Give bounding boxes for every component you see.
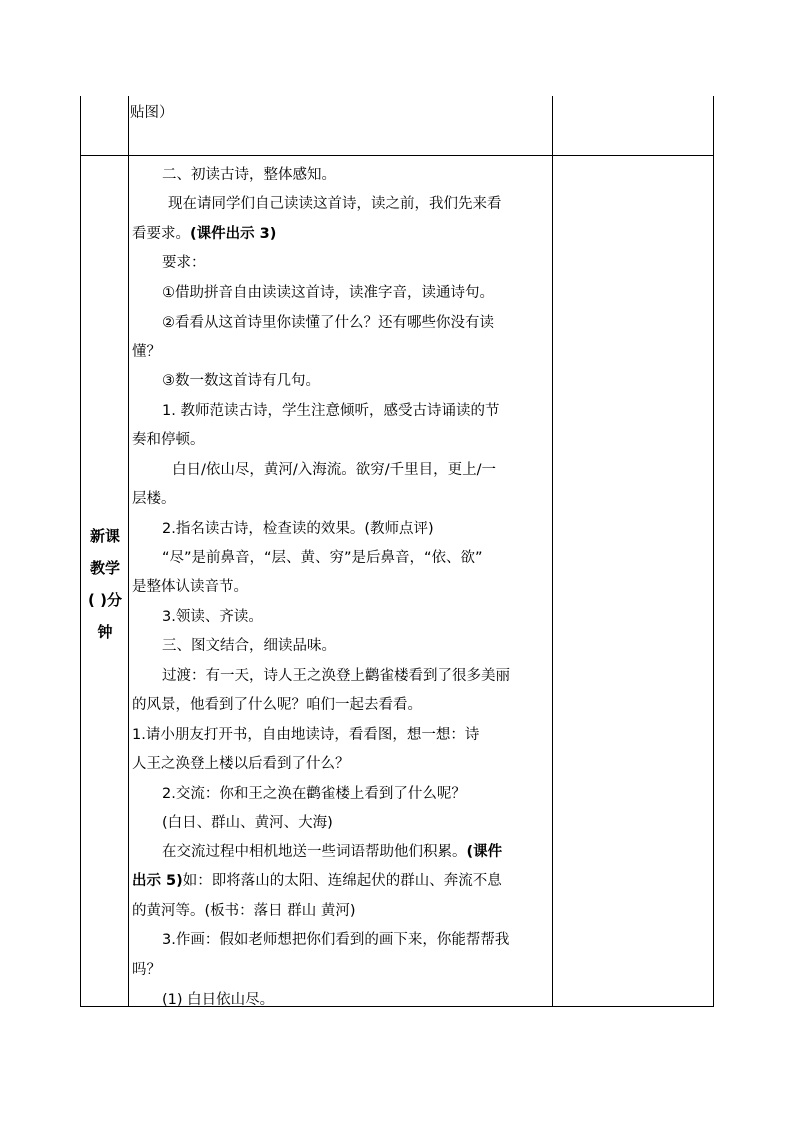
content-line [162,990,274,1010]
line-text: 白日/依山尽，黄河/入海流。欲穷/千里目，更上/一 [172,462,497,478]
line-text: 1. 教师范读古诗，学生注意倾听，感受古诗诵读的节 [162,403,500,419]
line-text: (1) 白日依山尽。 [162,992,275,1008]
table-divider-notes [552,96,553,1007]
content-line [132,695,422,715]
emphasis-text: (课件出示 3) [190,226,277,242]
line-text: 是整体认读音节。 [132,579,248,595]
line-text: 2.指名读古诗，检查读的效果。(教师点评) [162,521,434,537]
content-line [162,313,494,333]
content-line [162,401,499,421]
line-text: 在交流过程中相机地送一些词语帮助他们积累。 [162,844,467,860]
content-line [162,636,336,656]
line-text: 看要求。 [132,226,190,242]
line-text: 3.领读、齐读。 [162,609,263,625]
line-text: 如：即将落山的太阳、连绵起伏的群山、奔流不息 [182,873,502,889]
line-text: 3.作画：假如老师想把你们看到的画下来，你能帮帮我 [162,932,510,948]
content-line [132,430,205,450]
content-line [162,165,336,185]
line-text: 层楼。 [132,491,176,507]
line-text: 2.交流：你和王之涣在鹳雀楼上看到了什么呢？ [162,786,466,802]
section-label-line: ( )分 [88,591,122,609]
line-text: 的黄河等。(板书：落日 群山 黄河) [132,903,356,919]
content-line [132,871,502,891]
line-text: 过渡：有一天，诗人王之涣登上鹳雀楼看到了很多美丽 [162,668,510,684]
content-line [132,754,350,774]
content-line [132,901,356,921]
content-line [132,725,479,745]
line-text: 懂？ [132,344,161,360]
content-line [162,519,434,539]
content-line [132,489,176,509]
line-text: 吗？ [132,962,161,978]
section-label-line: 教学 [89,559,120,577]
content-line [162,548,483,568]
emphasis-text: (课件 [466,844,503,860]
lesson-content [128,156,552,1006]
line-text: 人王之涣登上楼以后看到了什么？ [132,756,350,772]
content-line [162,253,206,273]
line-text: 现在请同学们自己读读这首诗，读之前，我们先来看 [168,196,502,212]
line-text: 1.请小朋友打开书，自由地读诗，看看图，想一想：诗 [132,727,480,743]
table-border-left [80,96,81,1007]
content-line [162,666,510,686]
content-line [162,842,502,862]
content-line [162,607,263,627]
section-label-line: 新课 [89,527,120,545]
content-line [162,371,320,391]
table-border-right [713,96,714,1007]
content-line [162,283,494,303]
line-text: (白日、群山、黄河、大海) [162,815,333,831]
line-text: 三、图文结合，细读品味。 [162,638,336,654]
line-text: 的风景，他看到了什么呢？咱们一起去看看。 [132,697,422,713]
section-label-line: 钟 [97,623,113,641]
content-line [132,577,248,597]
content-line [168,194,502,214]
line-text: 奏和停顿。 [132,432,205,448]
line-text: ③数一数这首诗有几句。 [162,373,320,389]
section-label [82,520,128,648]
content-line [132,342,161,362]
content-line [162,813,333,833]
line-text: ②看看从这首诗里你读懂了什么？还有哪些你没有读 [162,315,494,331]
content-line [172,460,496,480]
line-text: “尽”是前鼻音，“层、黄、穷”是后鼻音，“依、欲” [162,550,483,566]
content-line [162,930,509,950]
line-text: ①借助拼音自由读读这首诗，读准字音，读通诗句。 [162,285,494,301]
line-text: 要求： [162,255,206,271]
content-line [162,784,466,804]
line-text: 二、初读古诗，整体感知。 [162,167,336,183]
content-line [132,960,161,980]
top-row-text: 贴图） [130,105,174,121]
content-line [132,224,276,244]
emphasis-text: 出示 5) [132,873,183,889]
